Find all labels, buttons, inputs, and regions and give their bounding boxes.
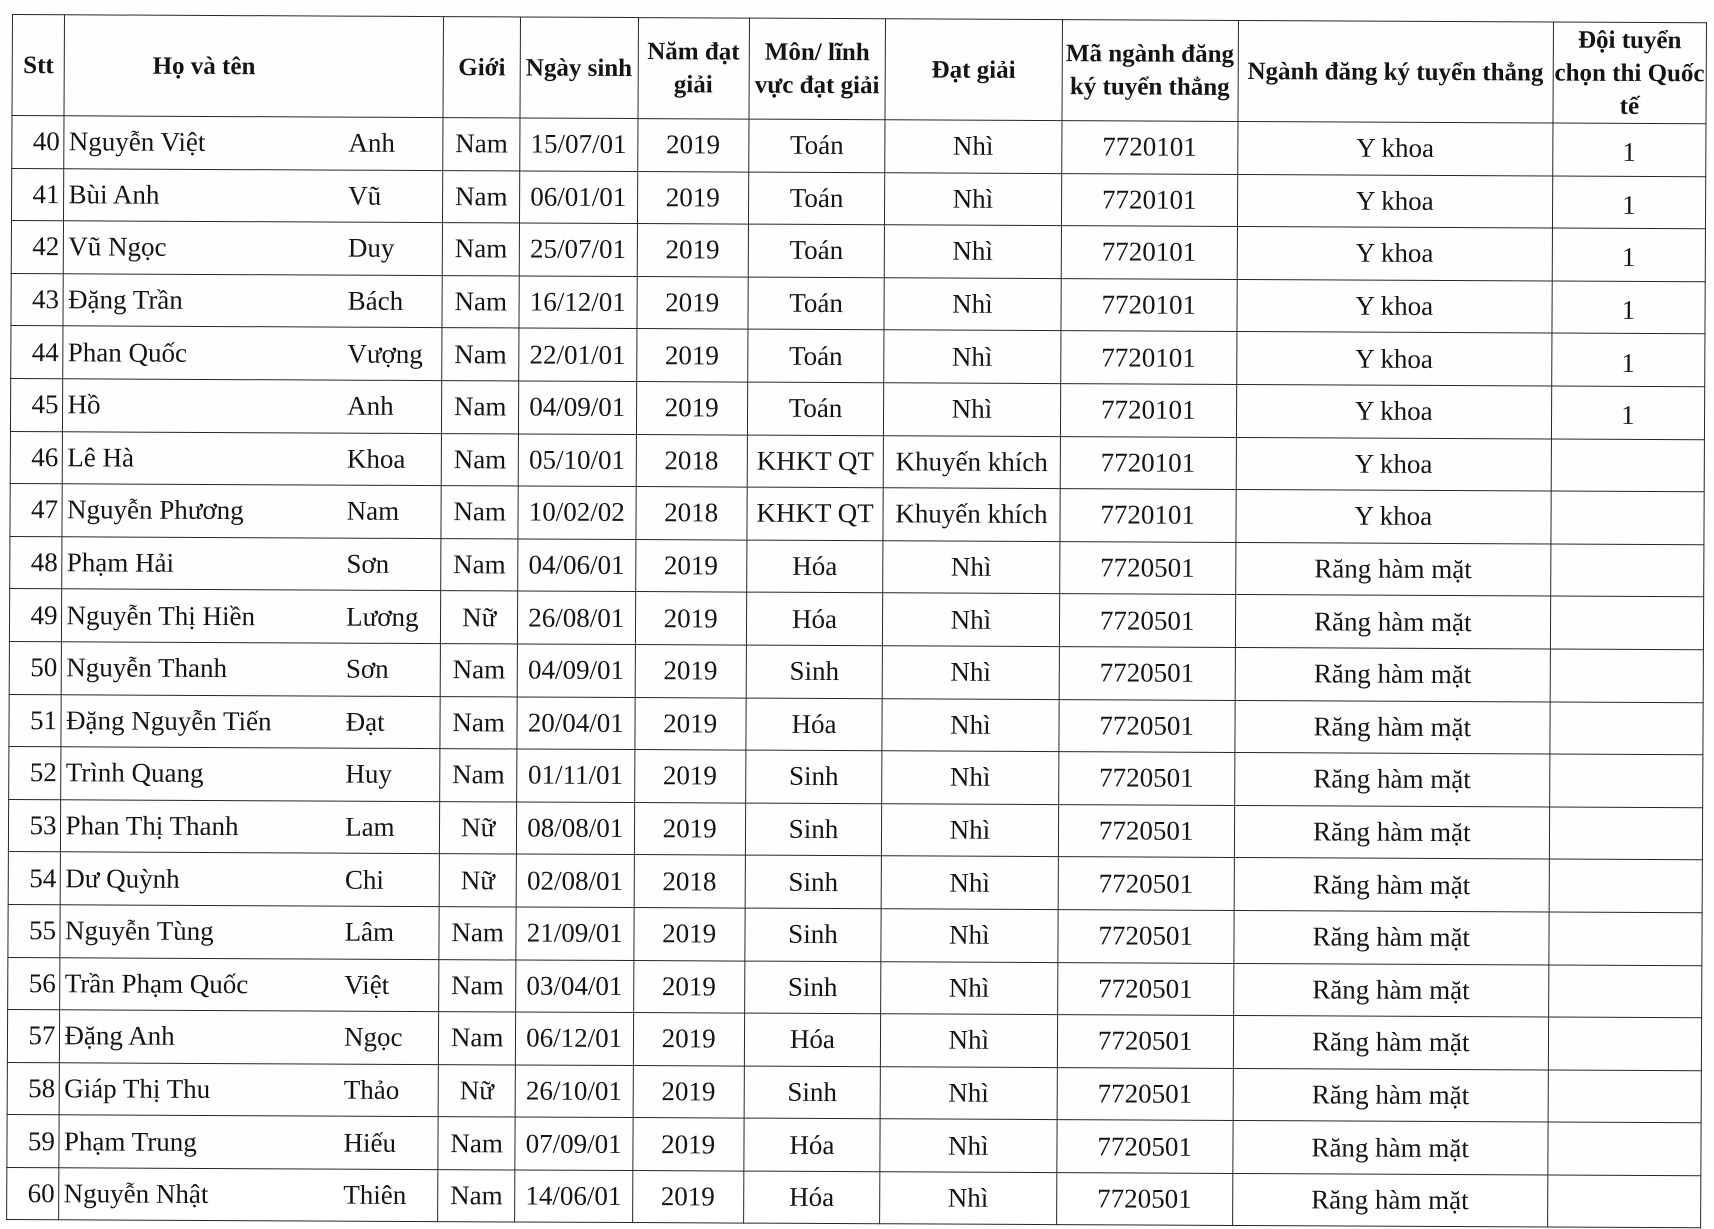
cell-year: 2019 [636, 276, 748, 329]
cell-award: Nhì [883, 541, 1060, 594]
cell-major: Răng hàm mặt [1233, 1121, 1548, 1175]
cell-name: Vũ Ngọc [64, 221, 342, 275]
table-row [10, 536, 1704, 597]
cell-major: Răng hàm mặt [1235, 700, 1550, 754]
header-name: Họ và tên [64, 15, 343, 117]
cell-name: Trình Quang [61, 747, 339, 801]
table-row [7, 1167, 1701, 1228]
cell-stt: 41 [11, 168, 64, 221]
cell-major: Răng hàm mặt [1233, 1068, 1548, 1122]
cell-code: 7720501 [1058, 699, 1235, 752]
cell-first-name: Anh [342, 117, 443, 170]
cell-major: Răng hàm mặt [1234, 805, 1549, 859]
cell-stt: 46 [10, 431, 63, 484]
cell-subject: Sinh [745, 803, 882, 856]
cell-major: Y khoa [1238, 121, 1553, 175]
cell-gender: Nam [440, 749, 517, 802]
cell-award: Nhì [880, 1172, 1057, 1225]
cell-first-name: Nam [341, 485, 442, 538]
cell-major: Răng hàm mặt [1235, 542, 1550, 596]
table-row [10, 484, 1704, 545]
cell-major: Răng hàm mặt [1233, 963, 1548, 1017]
cell-name: Phan Thị Thanh [61, 799, 339, 853]
cell-team: 1 [1551, 333, 1705, 386]
cell-first-name: Sơn [340, 538, 441, 591]
cell-subject: Sinh [745, 855, 882, 908]
cell-gender: Nam [438, 1117, 515, 1170]
cell-dob: 16/12/01 [519, 276, 637, 329]
cell-team [1549, 754, 1703, 807]
cell-subject: Toán [748, 172, 885, 225]
cell-subject: Hóa [746, 592, 883, 645]
cell-year: 2019 [633, 960, 745, 1013]
cell-team [1549, 912, 1703, 965]
cell-team: 1 [1552, 228, 1706, 281]
cell-subject: Hóa [746, 698, 883, 751]
cell-code: 7720501 [1057, 910, 1234, 963]
cell-team [1551, 491, 1705, 544]
cell-gender: Nữ [438, 1064, 515, 1117]
cell-award: Nhì [882, 698, 1059, 751]
cell-code: 7720101 [1059, 489, 1236, 542]
cell-team: 1 [1552, 176, 1706, 229]
cell-name: Đặng Trần [63, 274, 341, 328]
cell-team [1548, 1070, 1702, 1123]
cell-dob: 04/09/01 [517, 644, 635, 697]
table-row [7, 1010, 1701, 1071]
cell-first-name: Hiếu [337, 1116, 438, 1169]
header-dob: Ngày sinh [520, 17, 638, 119]
cell-stt: 52 [9, 747, 62, 800]
cell-major: Răng hàm mặt [1234, 910, 1549, 964]
cell-stt: 44 [11, 326, 64, 379]
cell-subject: KHKT QT [747, 487, 884, 540]
cell-gender: Nam [439, 1012, 516, 1065]
cell-subject: Sinh [745, 750, 882, 803]
cell-name: Giáp Thị Thu [60, 1062, 338, 1116]
table-header-row [12, 15, 1706, 124]
cell-major: Răng hàm mặt [1234, 858, 1549, 912]
cell-code: 7720101 [1061, 226, 1238, 279]
cell-first-name: Thiên [337, 1169, 438, 1222]
cell-stt: 51 [9, 694, 62, 747]
cell-code: 7720501 [1056, 1172, 1233, 1225]
cell-dob: 21/09/01 [516, 907, 634, 960]
header-name-spacer [343, 16, 444, 117]
cell-award: Nhì [884, 278, 1061, 331]
cell-code: 7720501 [1058, 857, 1235, 910]
cell-stt: 50 [9, 641, 62, 694]
cell-name: Nguyễn Thị Hiền [62, 589, 340, 643]
cell-major: Y khoa [1237, 332, 1552, 386]
cell-stt: 57 [7, 1010, 60, 1063]
cell-year: 2019 [636, 382, 748, 435]
cell-name: Lê Hà [63, 431, 341, 485]
cell-year: 2019 [636, 329, 748, 382]
cell-dob: 04/06/01 [518, 539, 636, 592]
cell-stt: 55 [8, 904, 61, 957]
cell-name: Nguyễn Thanh [62, 642, 340, 696]
cell-award: Nhì [880, 1066, 1057, 1119]
cell-name: Nguyễn Tùng [60, 905, 338, 959]
cell-gender: Nam [442, 381, 519, 434]
cell-award: Nhì [882, 803, 1059, 856]
cell-stt: 53 [8, 799, 61, 852]
table-body [7, 116, 1706, 1229]
cell-major: Y khoa [1237, 227, 1552, 281]
cell-year: 2019 [635, 644, 747, 697]
cell-first-name: Việt [338, 959, 439, 1012]
cell-subject: Toán [747, 382, 884, 435]
cell-year: 2019 [632, 1118, 744, 1171]
table-row [8, 904, 1702, 965]
cell-dob: 20/04/01 [517, 697, 635, 750]
cell-major: Răng hàm mặt [1235, 647, 1550, 701]
cell-year: 2019 [635, 539, 747, 592]
cell-stt: 59 [7, 1115, 60, 1168]
cell-award: Khuyến khích [883, 488, 1060, 541]
cell-gender: Nam [442, 328, 519, 381]
table-row [11, 221, 1705, 282]
cell-name: Đặng Nguyễn Tiến [61, 694, 339, 748]
cell-first-name: Vũ [342, 170, 443, 223]
cell-first-name: Đạt [340, 696, 441, 749]
cell-code: 7720101 [1060, 278, 1237, 331]
cell-dob: 22/01/01 [519, 328, 637, 381]
cell-team: 1 [1551, 386, 1705, 439]
cell-subject: Hóa [743, 1171, 880, 1224]
header-code: Mã ngành đăng ký tuyển thẳng [1061, 20, 1238, 122]
cell-name: Hồ [63, 379, 341, 433]
cell-award: Nhì [884, 383, 1061, 436]
cell-name: Phạm Hải [62, 537, 340, 591]
cell-code: 7720501 [1057, 962, 1234, 1015]
cell-stt: 58 [7, 1062, 60, 1115]
cell-team: 1 [1552, 281, 1706, 334]
cell-award: Nhì [881, 961, 1058, 1014]
cell-major: Y khoa [1236, 384, 1551, 438]
cell-code: 7720101 [1060, 331, 1237, 384]
table-row [11, 168, 1705, 229]
cell-first-name: Khoa [341, 433, 442, 486]
cell-dob: 04/09/01 [518, 381, 636, 434]
cell-code: 7720501 [1058, 804, 1235, 857]
cell-dob: 01/11/01 [517, 749, 635, 802]
table-row [9, 641, 1703, 702]
table-row [7, 1062, 1701, 1123]
cell-dob: 15/07/01 [520, 118, 638, 171]
cell-stt: 47 [10, 484, 63, 537]
table-row [11, 326, 1705, 387]
cell-first-name: Lam [339, 801, 440, 854]
cell-code: 7720501 [1059, 541, 1236, 594]
cell-stt: 43 [11, 273, 64, 326]
cell-team [1550, 596, 1704, 649]
cell-name: Dư Quỳnh [61, 852, 339, 906]
cell-subject: Hóa [744, 1118, 881, 1171]
cell-first-name: Anh [341, 380, 442, 433]
cell-gender: Nam [441, 538, 518, 591]
cell-year: 2019 [633, 1065, 745, 1118]
cell-stt: 56 [8, 957, 61, 1010]
header-team: Đội tuyển chọn thi Quốc tế [1553, 22, 1707, 124]
cell-gender: Nữ [440, 801, 517, 854]
table-row [12, 116, 1706, 177]
header-subject: Môn/ lĩnh vực đạt giải [749, 18, 886, 120]
cell-dob: 03/04/01 [516, 959, 634, 1012]
cell-year: 2019 [637, 224, 749, 277]
cell-first-name: Thảo [338, 1064, 439, 1117]
cell-name: Phan Quốc [63, 326, 341, 380]
cell-gender: Nam [439, 907, 516, 960]
cell-year: 2019 [634, 697, 746, 750]
cell-team [1547, 1175, 1701, 1228]
cell-team [1549, 859, 1703, 912]
cell-year: 2018 [636, 434, 748, 487]
table-row [8, 852, 1702, 913]
table-row [11, 273, 1705, 334]
cell-year: 2019 [635, 592, 747, 645]
cell-name: Nguyễn Phương [62, 484, 340, 538]
cell-major: Y khoa [1236, 490, 1551, 544]
table-row [9, 694, 1703, 755]
cell-stt: 45 [10, 378, 63, 431]
cell-subject: Toán [748, 224, 885, 277]
cell-subject: Sinh [744, 961, 881, 1014]
cell-award: Nhì [880, 1119, 1057, 1172]
cell-name: Bùi Anh [64, 168, 342, 222]
cell-stt: 40 [12, 116, 65, 169]
cell-gender: Nam [438, 1169, 515, 1222]
cell-award: Nhì [884, 225, 1061, 278]
cell-award: Nhì [882, 646, 1059, 699]
cell-first-name: Lương [340, 590, 441, 643]
cell-subject: KHKT QT [747, 435, 884, 488]
cell-award: Nhì [884, 330, 1061, 383]
cell-name: Nguyễn Việt [64, 116, 342, 170]
cell-team: 1 [1552, 123, 1706, 176]
cell-first-name: Chi [339, 853, 440, 906]
cell-team [1550, 544, 1704, 597]
cell-code: 7720501 [1059, 594, 1236, 647]
cell-dob: 07/09/01 [515, 1117, 633, 1170]
header-major: Ngành đăng ký tuyển thẳng [1238, 20, 1553, 123]
table-row [10, 378, 1704, 439]
cell-code: 7720501 [1059, 647, 1236, 700]
cell-year: 2019 [634, 802, 746, 855]
cell-first-name: Huy [339, 748, 440, 801]
cell-gender: Nam [442, 433, 519, 486]
cell-year: 2019 [634, 750, 746, 803]
cell-stt: 42 [11, 221, 64, 274]
cell-gender: Nam [441, 644, 518, 697]
cell-year: 2019 [633, 1013, 745, 1066]
header-award: Đạt giải [885, 19, 1062, 121]
cell-dob: 08/08/01 [516, 802, 634, 855]
header-gender: Giới [443, 17, 520, 118]
cell-year: 2019 [633, 907, 745, 960]
cell-first-name: Ngọc [338, 1011, 439, 1064]
cell-award: Nhì [882, 751, 1059, 804]
cell-dob: 26/10/01 [515, 1065, 633, 1118]
cell-dob: 14/06/01 [515, 1170, 633, 1223]
cell-gender: Nữ [441, 591, 518, 644]
cell-subject: Hóa [744, 1013, 881, 1066]
cell-code: 7720101 [1061, 121, 1238, 174]
cell-major: Răng hàm mặt [1232, 1173, 1547, 1227]
cell-team [1549, 807, 1703, 860]
table-row [10, 431, 1704, 492]
table-row [8, 799, 1702, 860]
table-row [9, 589, 1703, 650]
cell-stt: 60 [7, 1167, 60, 1220]
cell-award: Nhì [885, 172, 1062, 225]
cell-year: 2019 [632, 1170, 744, 1223]
cell-award: Nhì [881, 909, 1058, 962]
cell-subject: Toán [748, 277, 885, 330]
cell-subject: Sinh [746, 645, 883, 698]
cell-stt: 49 [9, 589, 62, 642]
cell-major: Răng hàm mặt [1233, 1016, 1548, 1070]
cell-major: Răng hàm mặt [1235, 595, 1550, 649]
cell-dob: 10/02/02 [518, 486, 636, 539]
cell-major: Y khoa [1237, 174, 1552, 228]
cell-subject: Sinh [744, 1066, 881, 1119]
cell-gender: Nam [440, 696, 517, 749]
cell-year: 2019 [637, 119, 749, 172]
cell-award: Nhì [885, 120, 1062, 173]
cell-subject: Toán [747, 329, 884, 382]
cell-code: 7720501 [1058, 752, 1235, 805]
cell-team [1548, 1017, 1702, 1070]
cell-major: Y khoa [1236, 437, 1551, 491]
cell-first-name: Vượng [341, 327, 442, 380]
cell-gender: Nam [442, 275, 519, 328]
cell-name: Đặng Anh [60, 1010, 338, 1064]
table-row [7, 1115, 1701, 1176]
cell-gender: Nam [439, 959, 516, 1012]
cell-award: Khuyến khích [883, 435, 1060, 488]
cell-major: Răng hàm mặt [1234, 753, 1549, 807]
cell-subject: Sinh [745, 908, 882, 961]
header-year: Năm đạt giải [637, 18, 749, 120]
cell-code: 7720101 [1061, 173, 1238, 226]
cell-award: Nhì [881, 856, 1058, 909]
cell-code: 7720501 [1057, 1015, 1234, 1068]
cell-year: 2019 [637, 171, 749, 224]
cell-subject: Toán [748, 119, 885, 172]
cell-gender: Nam [443, 223, 520, 276]
cell-subject: Hóa [746, 540, 883, 593]
cell-code: 7720501 [1056, 1120, 1233, 1173]
cell-gender: Nam [443, 118, 520, 171]
cell-stt: 54 [8, 852, 61, 905]
student-table [6, 14, 1707, 1229]
cell-name: Phạm Trung [59, 1115, 337, 1169]
cell-year: 2018 [634, 855, 746, 908]
table-row [9, 747, 1703, 808]
cell-dob: 06/01/01 [519, 171, 637, 224]
cell-team [1550, 702, 1704, 755]
cell-dob: 06/12/01 [515, 1012, 633, 1065]
cell-code: 7720101 [1060, 436, 1237, 489]
cell-gender: Nữ [439, 854, 516, 907]
cell-code: 7720101 [1060, 384, 1237, 437]
cell-first-name: Bách [342, 275, 443, 328]
cell-team [1550, 649, 1704, 702]
cell-award: Nhì [883, 593, 1060, 646]
header-stt: Stt [12, 15, 65, 116]
cell-gender: Nam [443, 170, 520, 223]
cell-gender: Nam [441, 486, 518, 539]
cell-first-name: Duy [342, 222, 443, 275]
cell-year: 2018 [635, 487, 747, 540]
cell-award: Nhì [881, 1014, 1058, 1067]
cell-team [1551, 439, 1705, 492]
cell-dob: 02/08/01 [516, 854, 634, 907]
cell-stt: 48 [10, 536, 63, 589]
cell-first-name: Sơn [340, 643, 441, 696]
cell-code: 7720501 [1057, 1067, 1234, 1120]
cell-team [1548, 965, 1702, 1018]
cell-major: Y khoa [1237, 279, 1552, 333]
cell-name: Nguyễn Nhật [59, 1168, 337, 1222]
cell-dob: 25/07/01 [519, 223, 637, 276]
cell-dob: 05/10/01 [518, 434, 636, 487]
cell-first-name: Lâm [338, 906, 439, 959]
cell-name: Trần Phạm Quốc [60, 957, 338, 1011]
table-row [8, 957, 1702, 1018]
cell-dob: 26/08/01 [517, 591, 635, 644]
